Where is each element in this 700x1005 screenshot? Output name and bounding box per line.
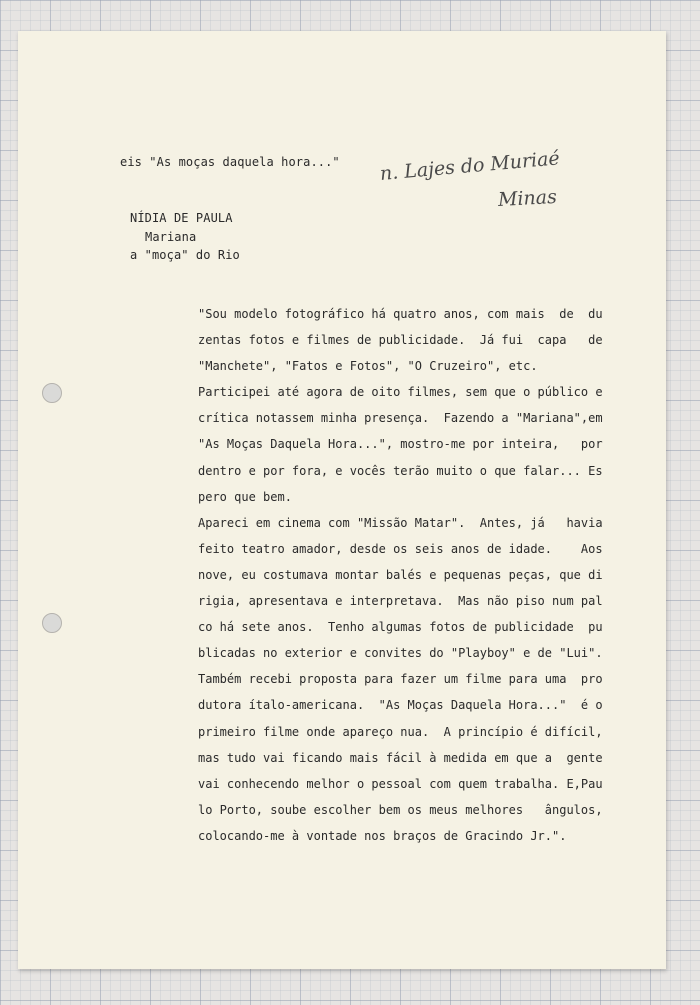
person-role: Mariana — [145, 230, 197, 244]
text-line: pero que bem. — [198, 489, 292, 504]
person-name: NÍDIA DE PAULA — [130, 211, 233, 225]
handwritten-note-line2: Minas — [497, 185, 558, 211]
text-line: mas tudo vai ficando mais fácil à medida em que a gente — [198, 750, 603, 765]
text-line: dentro e por fora, e vocês terão muito o que falar... Es — [198, 463, 603, 478]
text-line: Apareci em cinema com "Missão Matar". Antes, já havia — [198, 515, 603, 530]
statement-text — [198, 301, 618, 849]
text-line: feito teatro amador, desde os seis anos de idade. Aos — [198, 541, 603, 556]
heading: eis "As moças daquela hora..." — [120, 155, 340, 169]
text-line: "Manchete", "Fatos e Fotos", "O Cruzeiro", etc. — [198, 359, 538, 374]
person-tagline: a "moça" do Rio — [130, 248, 240, 262]
handwritten-note-line1: n. Lajes do Muriaé — [379, 147, 561, 185]
text-line: colocando-me à vontade nos braços de Gracindo Jr.". — [198, 828, 567, 843]
text-line: "As Moças Daquela Hora...", mostro-me por inteira, por — [198, 437, 603, 452]
text-line: zentas fotos e filmes de publicidade. Já fui capa de — [198, 333, 603, 348]
text-line: rigia, apresentava e interpretava. Mas não piso num pal — [198, 594, 603, 609]
text-line: crítica notassem minha presença. Fazendo a "Mariana",em — [198, 411, 603, 426]
text-line: primeiro filme onde apareço nua. A princípio é difícil, — [198, 724, 603, 739]
text-line: blicadas no exterior e convites do "Playboy" e de "Lui". — [198, 646, 603, 661]
text-line: Participei até agora de oito filmes, sem que o público e — [198, 385, 603, 400]
text-line: vai conhecendo melhor o pessoal com quem trabalha. E,Pau — [198, 776, 603, 791]
text-line: nove, eu costumava montar balés e pequenas peças, que di — [198, 567, 603, 582]
text-line: "Sou modelo fotográfico há quatro anos, com mais de du — [198, 307, 603, 321]
punch-hole — [42, 613, 62, 633]
text-line: dutora ítalo-americana. "As Moças Daquela Hora..." é o — [198, 698, 603, 713]
text-line: lo Porto, soube escolher bem os meus melhores ângulos, — [198, 802, 603, 817]
punch-hole — [42, 383, 62, 403]
typewritten-page — [18, 31, 666, 969]
text-line: co há sete anos. Tenho algumas fotos de publicidade pu — [198, 620, 603, 635]
text-line: Também recebi proposta para fazer um filme para uma pro — [198, 672, 603, 687]
